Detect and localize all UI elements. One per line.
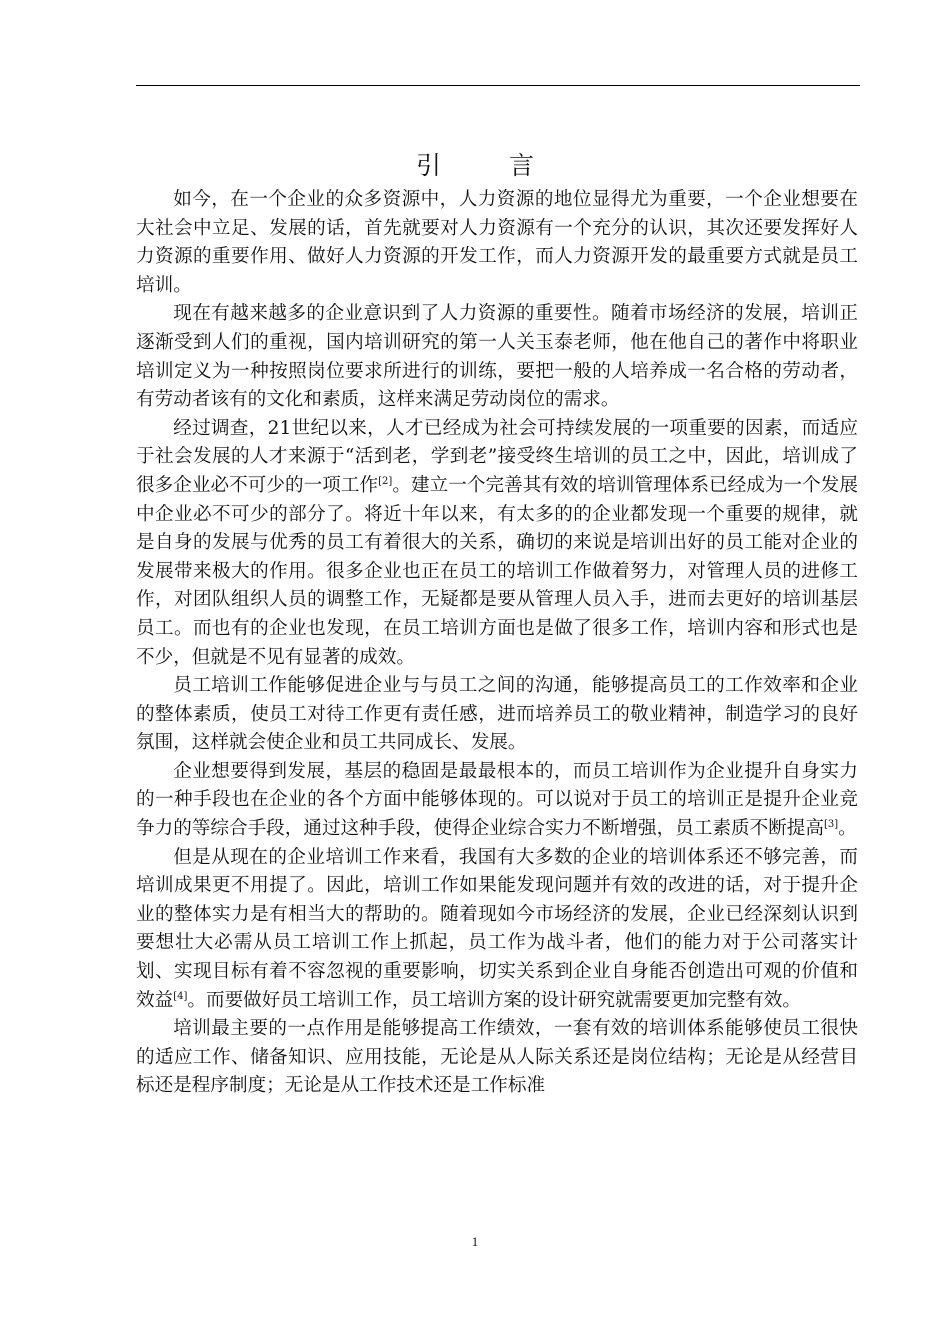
citation-2: [2] [378,475,393,487]
paragraph-text: 但是从现在的企业培训工作来看，我国有大多数的企业的培训体系还不够完善，而培训成果更不用提了。因此，培训工作如果能发现问题并有效的改进的话，对于提升企业的整体实力是有相当大的帮助的。随着现如今市场经济的发展，企业已经深刻认识到要想壮大必需从员工培训工作上抓起，员工作为战斗者，他们的能力对于公司落实计划、实现目标有着不容忽视的重要影响，切实关系到企业自身能否创造出可观的价值和效益 [136,846,858,1011]
citation-3: [3] [823,818,839,830]
paragraph-text: 如今，在一个企业的众多资源中，人力资源的地位显得尤为重要，一个企业想要在大社会中立足、发展的话，首先就要对人力资源有一个充分的认识，其次还要发挥好人力资源的重要作用、做好人力资源的开发工作，而人力资源开发的最重要方式就是员工培训。 [136,189,858,296]
paragraph-text: 经过调查，21世纪以来，人才已经成为社会可持续发展的一项重要的因素，而适应于社会发展的人才来源于“活到老，学到老”接受终生培训的员工之中，因此，培训成了很多企业必不可少的一项工作 [136,417,858,496]
paragraph-5 [136,758,858,844]
paragraph-1 [136,186,858,300]
paragraph-7 [136,1015,858,1101]
paragraph-3 [136,415,858,672]
paragraph-2 [136,300,858,414]
paragraph-6 [136,844,858,1016]
paragraph-text: 现在有越来越多的企业意识到了人力资源的重要性。随着市场经济的发展，培训正逐渐受到人们的重视，国内培训研究的第一人关玉泰老师，他在他自己的著作中将职业培训定义为一种按照岗位要求所进行的训练，要把一般的人培养成一名合格的劳动者，有劳动者该有的文化和素质，这样来满足劳动岗位的需求。 [136,303,858,411]
header-rule [136,85,860,86]
paragraph-4 [136,672,858,758]
body-text [136,186,858,1101]
paragraph-text: 员工培训工作能够促进企业与与员工之间的沟通，能够提高员工的工作效率和企业的整体素质，使员工对待工作更有责任感，进而培养员工的敬业精神，制造学习的良好氛围，这样就会使企业和员工共同成长、发展。 [136,675,858,754]
citation-4: [4] [173,990,188,1002]
paragraph-text: 。 [838,818,857,840]
paragraph-text: 。而要做好员工培训工作，员工培训方案的设计研究就需要更加完整有效。 [187,989,801,1011]
page-title: 引 言 [416,151,564,180]
page-number: 1 [471,1234,479,1249]
paragraph-text: 培训最主要的一点作用是能够提高工作绩效，一套有效的培训体系能够使员工很快的适应工作、储备知识、应用技能，无论是从人际关系还是岗位结构；无论是从经营目标还是程序制度；无论是从工作技术还是工作标准 [136,1018,858,1097]
paragraph-text: 企业想要得到发展，基层的稳固是最最根本的，而员工培训作为企业提升自身实力的一种手段也在企业的各个方面中能够体现的。可以说对于员工的培训正是提升企业竞争力的等综合手段，通过这种手段，使得企业综合实力不断增强，员工素质不断提高 [136,760,858,840]
paragraph-text: 。建立一个完善其有效的培训管理体系已经成为一个发展中企业必不可少的部分了。将近十年以来，有太多的的企业都发现一个重要的规律，就是自身的发展与优秀的员工有着很大的关系，确切的来说是培训出好的员工能对企业的发展带来极大的作用。很多企业也正在员工的培训工作做着努力，对管理人员的进修工作，对团队组织人员的调整工作，无疑都是要从管理人员入手，进而去更好的培训基层员工。而也有的企业也发现，在员工培训方面也是做了很多工作，培训内容和形式也是不少，但就是不见有显著的成效。 [136,474,858,668]
